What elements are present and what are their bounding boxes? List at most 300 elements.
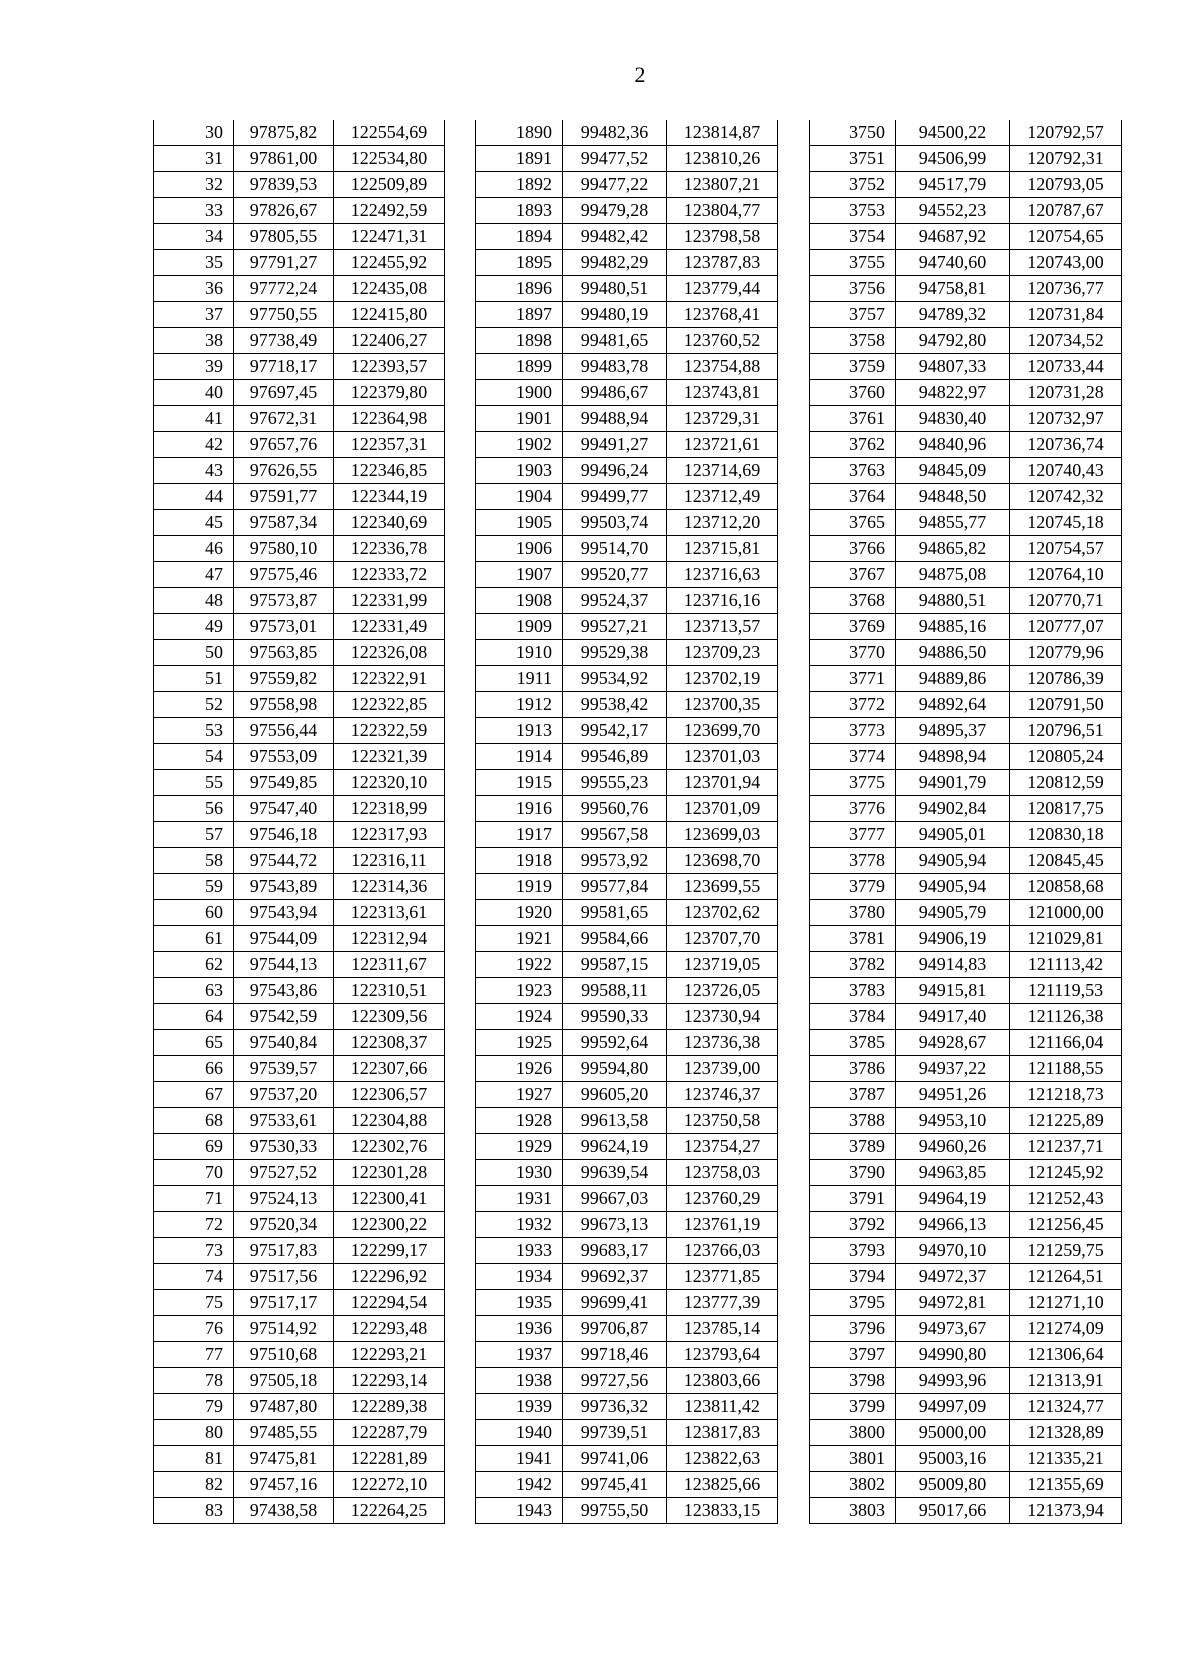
point-number-cell: 3776 xyxy=(810,796,896,822)
point-number-cell: 1904 xyxy=(476,484,563,510)
table-row xyxy=(476,1446,778,1472)
x-coordinate-cell: 97540,84 xyxy=(234,1030,334,1056)
y-coordinate-cell: 122289,38 xyxy=(334,1394,445,1420)
table-row xyxy=(810,1264,1122,1290)
x-coordinate-cell: 99524,37 xyxy=(563,588,667,614)
point-number-cell: 78 xyxy=(154,1368,234,1394)
x-coordinate-cell: 94517,79 xyxy=(896,172,1010,198)
y-coordinate-cell: 120754,57 xyxy=(1010,536,1122,562)
table-row xyxy=(810,1498,1122,1524)
point-number-cell: 42 xyxy=(154,432,234,458)
x-coordinate-cell: 94865,82 xyxy=(896,536,1010,562)
point-number-cell: 3788 xyxy=(810,1108,896,1134)
point-number-cell: 3751 xyxy=(810,146,896,172)
point-number-cell: 53 xyxy=(154,718,234,744)
x-coordinate-cell: 99590,33 xyxy=(563,1004,667,1030)
point-number-cell: 1908 xyxy=(476,588,563,614)
x-coordinate-cell: 99529,38 xyxy=(563,640,667,666)
x-coordinate-cell: 97542,59 xyxy=(234,1004,334,1030)
table-row xyxy=(154,666,445,692)
y-coordinate-cell: 123743,81 xyxy=(667,380,778,406)
x-coordinate-cell: 97520,34 xyxy=(234,1212,334,1238)
table-row xyxy=(154,848,445,874)
table-row xyxy=(154,406,445,432)
table-row xyxy=(154,146,445,172)
x-coordinate-cell: 94990,80 xyxy=(896,1342,1010,1368)
y-coordinate-cell: 121225,89 xyxy=(1010,1108,1122,1134)
x-coordinate-cell: 97791,27 xyxy=(234,250,334,276)
x-coordinate-cell: 99692,37 xyxy=(563,1264,667,1290)
x-coordinate-cell: 94906,19 xyxy=(896,926,1010,952)
table-row xyxy=(810,1446,1122,1472)
table-row xyxy=(810,978,1122,1004)
x-coordinate-cell: 97591,77 xyxy=(234,484,334,510)
table-row xyxy=(810,510,1122,536)
table-row xyxy=(476,848,778,874)
point-number-cell: 3782 xyxy=(810,952,896,978)
y-coordinate-cell: 122379,80 xyxy=(334,380,445,406)
table-row xyxy=(154,926,445,952)
x-coordinate-cell: 94830,40 xyxy=(896,406,1010,432)
table-row xyxy=(476,1498,778,1524)
x-coordinate-cell: 97805,55 xyxy=(234,224,334,250)
table-row xyxy=(154,900,445,926)
x-coordinate-cell: 99503,74 xyxy=(563,510,667,536)
point-number-cell: 57 xyxy=(154,822,234,848)
point-number-cell: 3780 xyxy=(810,900,896,926)
x-coordinate-cell: 94997,09 xyxy=(896,1394,1010,1420)
point-number-cell: 1901 xyxy=(476,406,563,432)
point-number-cell: 1921 xyxy=(476,926,563,952)
table-row xyxy=(810,744,1122,770)
x-coordinate-cell: 97556,44 xyxy=(234,718,334,744)
point-number-cell: 44 xyxy=(154,484,234,510)
x-coordinate-cell: 97438,58 xyxy=(234,1498,334,1524)
y-coordinate-cell: 120770,71 xyxy=(1010,588,1122,614)
point-number-cell: 1900 xyxy=(476,380,563,406)
x-coordinate-cell: 97875,82 xyxy=(234,120,334,146)
table-row xyxy=(810,198,1122,224)
table-row xyxy=(810,172,1122,198)
point-number-cell: 1891 xyxy=(476,146,563,172)
point-number-cell: 50 xyxy=(154,640,234,666)
x-coordinate-cell: 95000,00 xyxy=(896,1420,1010,1446)
table-row xyxy=(154,224,445,250)
table-row xyxy=(476,432,778,458)
point-number-cell: 79 xyxy=(154,1394,234,1420)
x-coordinate-cell: 94972,37 xyxy=(896,1264,1010,1290)
x-coordinate-cell: 97575,46 xyxy=(234,562,334,588)
point-number-cell: 51 xyxy=(154,666,234,692)
y-coordinate-cell: 122281,89 xyxy=(334,1446,445,1472)
x-coordinate-cell: 99667,03 xyxy=(563,1186,667,1212)
table-row xyxy=(810,406,1122,432)
y-coordinate-cell: 123803,66 xyxy=(667,1368,778,1394)
point-number-cell: 1911 xyxy=(476,666,563,692)
y-coordinate-cell: 123833,15 xyxy=(667,1498,778,1524)
y-coordinate-cell: 120743,00 xyxy=(1010,250,1122,276)
table-row xyxy=(810,822,1122,848)
point-number-cell: 3786 xyxy=(810,1056,896,1082)
y-coordinate-cell: 122340,69 xyxy=(334,510,445,536)
table-row xyxy=(810,1056,1122,1082)
x-coordinate-cell: 95009,80 xyxy=(896,1472,1010,1498)
y-coordinate-cell: 123768,41 xyxy=(667,302,778,328)
y-coordinate-cell: 120858,68 xyxy=(1010,874,1122,900)
table-row xyxy=(810,900,1122,926)
x-coordinate-cell: 95003,16 xyxy=(896,1446,1010,1472)
table-row xyxy=(810,120,1122,146)
point-number-cell: 1905 xyxy=(476,510,563,536)
y-coordinate-cell: 120792,57 xyxy=(1010,120,1122,146)
table-row xyxy=(154,1342,445,1368)
y-coordinate-cell: 122333,72 xyxy=(334,562,445,588)
x-coordinate-cell: 97485,55 xyxy=(234,1420,334,1446)
x-coordinate-cell: 94895,37 xyxy=(896,718,1010,744)
x-coordinate-cell: 97543,89 xyxy=(234,874,334,900)
y-coordinate-cell: 123811,42 xyxy=(667,1394,778,1420)
table-row xyxy=(810,302,1122,328)
table-row xyxy=(810,536,1122,562)
x-coordinate-cell: 94880,51 xyxy=(896,588,1010,614)
x-coordinate-cell: 94953,10 xyxy=(896,1108,1010,1134)
x-coordinate-cell: 97549,85 xyxy=(234,770,334,796)
y-coordinate-cell: 122316,11 xyxy=(334,848,445,874)
x-coordinate-cell: 99594,80 xyxy=(563,1056,667,1082)
table-row xyxy=(154,276,445,302)
x-coordinate-cell: 99727,56 xyxy=(563,1368,667,1394)
point-number-cell: 3766 xyxy=(810,536,896,562)
x-coordinate-cell: 94845,09 xyxy=(896,458,1010,484)
point-number-cell: 1907 xyxy=(476,562,563,588)
y-coordinate-cell: 122492,59 xyxy=(334,198,445,224)
table-row xyxy=(154,380,445,406)
point-number-cell: 1895 xyxy=(476,250,563,276)
table-row xyxy=(154,1030,445,1056)
x-coordinate-cell: 99486,67 xyxy=(563,380,667,406)
table-row xyxy=(810,146,1122,172)
table-row xyxy=(810,874,1122,900)
point-number-cell: 1906 xyxy=(476,536,563,562)
table-row xyxy=(154,250,445,276)
y-coordinate-cell: 120779,96 xyxy=(1010,640,1122,666)
x-coordinate-cell: 99482,36 xyxy=(563,120,667,146)
point-number-cell: 1931 xyxy=(476,1186,563,1212)
y-coordinate-cell: 122300,41 xyxy=(334,1186,445,1212)
x-coordinate-cell: 97517,56 xyxy=(234,1264,334,1290)
x-coordinate-cell: 99567,58 xyxy=(563,822,667,848)
point-number-cell: 1902 xyxy=(476,432,563,458)
x-coordinate-cell: 94963,85 xyxy=(896,1160,1010,1186)
point-number-cell: 76 xyxy=(154,1316,234,1342)
table-row xyxy=(154,432,445,458)
y-coordinate-cell: 122435,08 xyxy=(334,276,445,302)
table-row xyxy=(810,354,1122,380)
y-coordinate-cell: 123787,83 xyxy=(667,250,778,276)
point-number-cell: 43 xyxy=(154,458,234,484)
table-row xyxy=(810,1342,1122,1368)
y-coordinate-cell: 120793,05 xyxy=(1010,172,1122,198)
y-coordinate-cell: 123699,70 xyxy=(667,718,778,744)
table-row xyxy=(154,120,445,146)
point-number-cell: 3775 xyxy=(810,770,896,796)
y-coordinate-cell: 123760,29 xyxy=(667,1186,778,1212)
page-number: 2 xyxy=(634,62,646,87)
point-number-cell: 1898 xyxy=(476,328,563,354)
point-number-cell: 3759 xyxy=(810,354,896,380)
x-coordinate-cell: 99482,29 xyxy=(563,250,667,276)
x-coordinate-cell: 97563,85 xyxy=(234,640,334,666)
y-coordinate-cell: 123712,20 xyxy=(667,510,778,536)
x-coordinate-cell: 94964,19 xyxy=(896,1186,1010,1212)
point-number-cell: 1893 xyxy=(476,198,563,224)
y-coordinate-cell: 121264,51 xyxy=(1010,1264,1122,1290)
point-number-cell: 1915 xyxy=(476,770,563,796)
point-number-cell: 32 xyxy=(154,172,234,198)
table-row xyxy=(810,1316,1122,1342)
point-number-cell: 3764 xyxy=(810,484,896,510)
y-coordinate-cell: 121256,45 xyxy=(1010,1212,1122,1238)
point-number-cell: 45 xyxy=(154,510,234,536)
y-coordinate-cell: 123701,03 xyxy=(667,744,778,770)
table-row xyxy=(476,692,778,718)
x-coordinate-cell: 97558,98 xyxy=(234,692,334,718)
y-coordinate-cell: 121166,04 xyxy=(1010,1030,1122,1056)
point-number-cell: 1937 xyxy=(476,1342,563,1368)
table-row xyxy=(154,796,445,822)
y-coordinate-cell: 123709,23 xyxy=(667,640,778,666)
y-coordinate-cell: 122415,80 xyxy=(334,302,445,328)
y-coordinate-cell: 121188,55 xyxy=(1010,1056,1122,1082)
x-coordinate-cell: 97544,13 xyxy=(234,952,334,978)
table-row xyxy=(476,666,778,692)
point-number-cell: 3796 xyxy=(810,1316,896,1342)
point-number-cell: 39 xyxy=(154,354,234,380)
table-row xyxy=(476,796,778,822)
point-number-cell: 3799 xyxy=(810,1394,896,1420)
table-row xyxy=(154,822,445,848)
point-number-cell: 3762 xyxy=(810,432,896,458)
table-row xyxy=(810,380,1122,406)
table-row xyxy=(476,1316,778,1342)
y-coordinate-cell: 121373,94 xyxy=(1010,1498,1122,1524)
table-row xyxy=(154,562,445,588)
point-number-cell: 1924 xyxy=(476,1004,563,1030)
table-row xyxy=(476,1186,778,1212)
table-row xyxy=(154,1238,445,1264)
table-row xyxy=(810,1472,1122,1498)
point-number-cell: 1928 xyxy=(476,1108,563,1134)
table-row xyxy=(154,302,445,328)
point-number-cell: 1892 xyxy=(476,172,563,198)
y-coordinate-cell: 122307,66 xyxy=(334,1056,445,1082)
x-coordinate-cell: 94500,22 xyxy=(896,120,1010,146)
y-coordinate-cell: 120740,43 xyxy=(1010,458,1122,484)
x-coordinate-cell: 99592,64 xyxy=(563,1030,667,1056)
y-coordinate-cell: 120732,97 xyxy=(1010,406,1122,432)
point-number-cell: 34 xyxy=(154,224,234,250)
table-row xyxy=(810,640,1122,666)
point-number-cell: 58 xyxy=(154,848,234,874)
x-coordinate-cell: 99624,19 xyxy=(563,1134,667,1160)
table-row xyxy=(476,1108,778,1134)
point-number-cell: 3772 xyxy=(810,692,896,718)
x-coordinate-cell: 99573,92 xyxy=(563,848,667,874)
table-row xyxy=(476,1134,778,1160)
y-coordinate-cell: 122534,80 xyxy=(334,146,445,172)
table-row xyxy=(476,406,778,432)
y-coordinate-cell: 122272,10 xyxy=(334,1472,445,1498)
table-row xyxy=(810,432,1122,458)
point-number-cell: 3794 xyxy=(810,1264,896,1290)
y-coordinate-cell: 121306,64 xyxy=(1010,1342,1122,1368)
x-coordinate-cell: 99745,41 xyxy=(563,1472,667,1498)
point-number-cell: 3750 xyxy=(810,120,896,146)
x-coordinate-cell: 94902,84 xyxy=(896,796,1010,822)
table-row xyxy=(154,952,445,978)
x-coordinate-cell: 94892,64 xyxy=(896,692,1010,718)
x-coordinate-cell: 94915,81 xyxy=(896,978,1010,1004)
point-number-cell: 1938 xyxy=(476,1368,563,1394)
y-coordinate-cell: 122317,93 xyxy=(334,822,445,848)
x-coordinate-cell: 97553,09 xyxy=(234,744,334,770)
table-row xyxy=(154,1264,445,1290)
y-coordinate-cell: 122312,94 xyxy=(334,926,445,952)
point-number-cell: 3800 xyxy=(810,1420,896,1446)
x-coordinate-cell: 99496,24 xyxy=(563,458,667,484)
point-number-cell: 3763 xyxy=(810,458,896,484)
y-coordinate-cell: 122306,57 xyxy=(334,1082,445,1108)
x-coordinate-cell: 97738,49 xyxy=(234,328,334,354)
point-number-cell: 3767 xyxy=(810,562,896,588)
y-coordinate-cell: 123814,87 xyxy=(667,120,778,146)
x-coordinate-cell: 97487,80 xyxy=(234,1394,334,1420)
point-number-cell: 3784 xyxy=(810,1004,896,1030)
x-coordinate-cell: 99718,46 xyxy=(563,1342,667,1368)
y-coordinate-cell: 123739,00 xyxy=(667,1056,778,1082)
table-row xyxy=(810,1030,1122,1056)
x-coordinate-cell: 94875,08 xyxy=(896,562,1010,588)
x-coordinate-cell: 99483,78 xyxy=(563,354,667,380)
y-coordinate-cell: 122554,69 xyxy=(334,120,445,146)
table-row xyxy=(810,848,1122,874)
point-number-cell: 80 xyxy=(154,1420,234,1446)
point-number-cell: 81 xyxy=(154,1446,234,1472)
x-coordinate-cell: 94917,40 xyxy=(896,1004,1010,1030)
point-number-cell: 1923 xyxy=(476,978,563,1004)
point-number-cell: 60 xyxy=(154,900,234,926)
table-row xyxy=(476,926,778,952)
x-coordinate-cell: 94885,16 xyxy=(896,614,1010,640)
table-row xyxy=(154,744,445,770)
x-coordinate-cell: 94889,86 xyxy=(896,666,1010,692)
x-coordinate-cell: 94840,96 xyxy=(896,432,1010,458)
table-row xyxy=(476,614,778,640)
x-coordinate-cell: 97510,68 xyxy=(234,1342,334,1368)
y-coordinate-cell: 122311,67 xyxy=(334,952,445,978)
x-coordinate-cell: 94758,81 xyxy=(896,276,1010,302)
x-coordinate-cell: 94951,26 xyxy=(896,1082,1010,1108)
table-row xyxy=(476,380,778,406)
y-coordinate-cell: 123716,16 xyxy=(667,588,778,614)
y-coordinate-cell: 120796,51 xyxy=(1010,718,1122,744)
y-coordinate-cell: 121335,21 xyxy=(1010,1446,1122,1472)
y-coordinate-cell: 123701,09 xyxy=(667,796,778,822)
point-number-cell: 68 xyxy=(154,1108,234,1134)
point-number-cell: 3757 xyxy=(810,302,896,328)
point-number-cell: 82 xyxy=(154,1472,234,1498)
x-coordinate-cell: 97839,53 xyxy=(234,172,334,198)
table-row xyxy=(476,1030,778,1056)
table-row xyxy=(476,1472,778,1498)
y-coordinate-cell: 123810,26 xyxy=(667,146,778,172)
table-row xyxy=(154,1446,445,1472)
x-coordinate-cell: 99499,77 xyxy=(563,484,667,510)
x-coordinate-cell: 94687,92 xyxy=(896,224,1010,250)
y-coordinate-cell: 122322,85 xyxy=(334,692,445,718)
point-number-cell: 1943 xyxy=(476,1498,563,1524)
point-number-cell: 3795 xyxy=(810,1290,896,1316)
table-row xyxy=(154,510,445,536)
x-coordinate-cell: 94905,94 xyxy=(896,848,1010,874)
y-coordinate-cell: 123700,35 xyxy=(667,692,778,718)
table-row xyxy=(154,692,445,718)
point-number-cell: 3793 xyxy=(810,1238,896,1264)
table-row xyxy=(476,1290,778,1316)
table-row xyxy=(476,770,778,796)
x-coordinate-cell: 97672,31 xyxy=(234,406,334,432)
y-coordinate-cell: 122471,31 xyxy=(334,224,445,250)
table-row xyxy=(810,1160,1122,1186)
y-coordinate-cell: 122294,54 xyxy=(334,1290,445,1316)
point-number-cell: 3756 xyxy=(810,276,896,302)
x-coordinate-cell: 94937,22 xyxy=(896,1056,1010,1082)
x-coordinate-cell: 97517,17 xyxy=(234,1290,334,1316)
x-coordinate-cell: 99534,92 xyxy=(563,666,667,692)
point-number-cell: 1936 xyxy=(476,1316,563,1342)
y-coordinate-cell: 120791,50 xyxy=(1010,692,1122,718)
point-number-cell: 1922 xyxy=(476,952,563,978)
y-coordinate-cell: 122357,31 xyxy=(334,432,445,458)
y-coordinate-cell: 122314,36 xyxy=(334,874,445,900)
y-coordinate-cell: 123817,83 xyxy=(667,1420,778,1446)
x-coordinate-cell: 94740,60 xyxy=(896,250,1010,276)
point-number-cell: 1916 xyxy=(476,796,563,822)
x-coordinate-cell: 94901,79 xyxy=(896,770,1010,796)
x-coordinate-cell: 94789,32 xyxy=(896,302,1010,328)
point-number-cell: 1896 xyxy=(476,276,563,302)
table-row xyxy=(476,874,778,900)
point-number-cell: 3779 xyxy=(810,874,896,900)
y-coordinate-cell: 123719,05 xyxy=(667,952,778,978)
x-coordinate-cell: 94848,50 xyxy=(896,484,1010,510)
y-coordinate-cell: 123754,27 xyxy=(667,1134,778,1160)
y-coordinate-cell: 123777,39 xyxy=(667,1290,778,1316)
y-coordinate-cell: 120745,18 xyxy=(1010,510,1122,536)
table-row xyxy=(476,822,778,848)
x-coordinate-cell: 99683,17 xyxy=(563,1238,667,1264)
y-coordinate-cell: 123779,44 xyxy=(667,276,778,302)
x-coordinate-cell: 99481,65 xyxy=(563,328,667,354)
y-coordinate-cell: 123736,38 xyxy=(667,1030,778,1056)
y-coordinate-cell: 122364,98 xyxy=(334,406,445,432)
point-number-cell: 3781 xyxy=(810,926,896,952)
table-row xyxy=(810,926,1122,952)
y-coordinate-cell: 120786,39 xyxy=(1010,666,1122,692)
table-row xyxy=(154,1368,445,1394)
table-row xyxy=(154,1394,445,1420)
x-coordinate-cell: 99488,94 xyxy=(563,406,667,432)
